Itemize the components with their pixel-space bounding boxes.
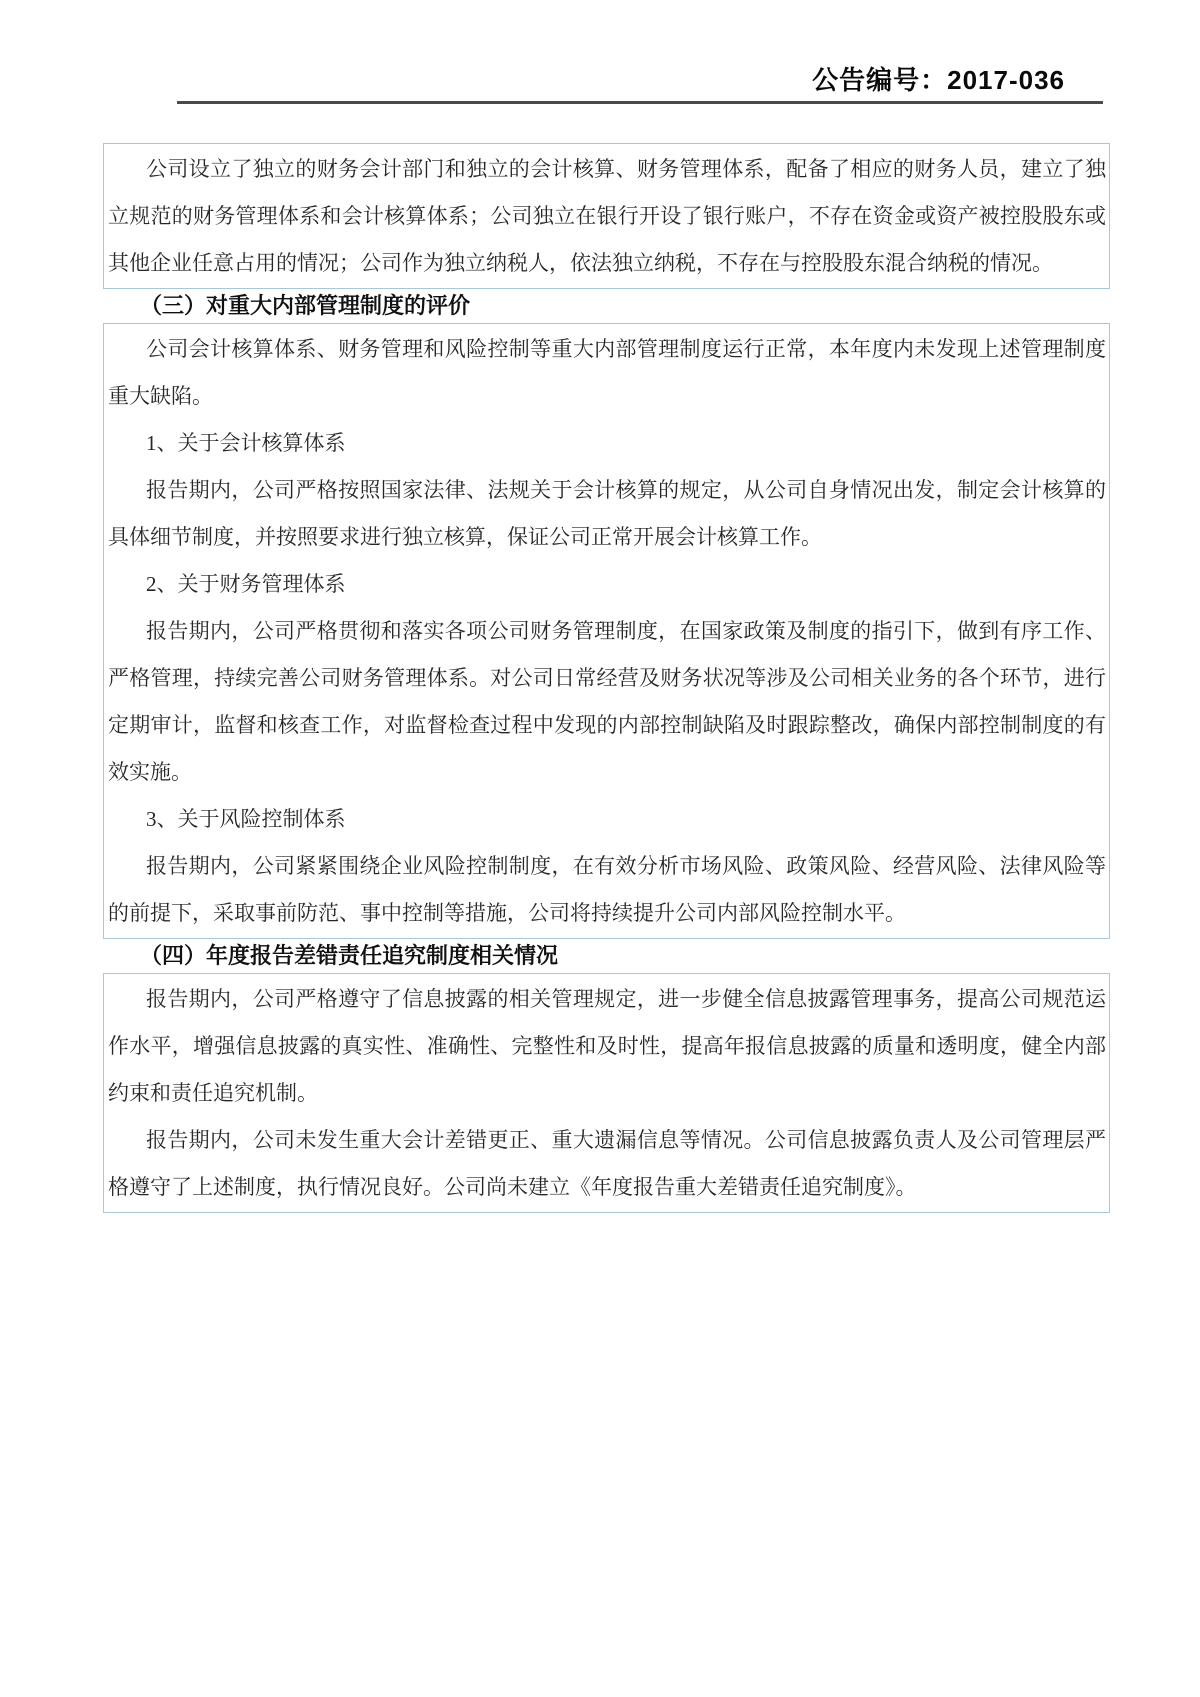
- subheading-financial-management-system: 2、关于财务管理体系: [146, 572, 346, 596]
- subheading-risk-control-system: 3、关于风险控制体系: [146, 807, 346, 831]
- box-internal-management-evaluation: [103, 323, 1110, 939]
- box-error-accountability: [103, 973, 1110, 1213]
- announcement-number: 公告编号：2017-036: [812, 65, 1065, 95]
- paragraph: 报告期内，公司严格遵守了信息披露的相关管理规定，进一步健全信息披露管理事务，提高公司规范运作水平，增强信息披露的真实性、准确性、完整性和及时性，提高年报信息披露的质量和透明度，健全内部约束和责任追究机制。: [108, 987, 1106, 1105]
- section-heading-four: （四）年度报告差错责任追究制度相关情况: [140, 943, 559, 968]
- document-body: [103, 143, 1110, 1213]
- paragraph: 报告期内，公司未发生重大会计差错更正、重大遗漏信息等情况。公司信息披露负责人及公司管理层严格遵守了上述制度，执行情况良好。公司尚未建立《年度报告重大差错责任追究制度》。: [108, 1128, 1106, 1199]
- header-rule: [177, 101, 1103, 104]
- paragraph: 公司会计核算体系、财务管理和风险控制等重大内部管理制度运行正常，本年度内未发现上述管理制度重大缺陷。: [108, 337, 1106, 408]
- subheading-accounting-system: 1、关于会计核算体系: [146, 431, 346, 455]
- paragraph: 报告期内，公司严格贯彻和落实各项公司财务管理制度，在国家政策及制度的指引下，做到有序工作、严格管理，持续完善公司财务管理体系。对公司日常经营及财务状况等涉及公司相关业务的各个环节，进行定期审计，监督和核查工作，对监督检查过程中发现的内部控制缺陷及时跟踪整改，确保内部控制制度的有效实施。: [108, 619, 1106, 784]
- box-financial-independence: [103, 143, 1110, 289]
- paragraph: 报告期内，公司紧紧围绕企业风险控制制度，在有效分析市场风险、政策风险、经营风险、法律风险等的前提下，采取事前防范、事中控制等措施，公司将持续提升公司内部风险控制水平。: [108, 854, 1106, 925]
- paragraph: 报告期内，公司严格按照国家法律、法规关于会计核算的规定，从公司自身情况出发，制定会计核算的具体细节制度，并按照要求进行独立核算，保证公司正常开展会计核算工作。: [108, 478, 1106, 549]
- paragraph: 公司设立了独立的财务会计部门和独立的会计核算、财务管理体系，配备了相应的财务人员，建立了独立规范的财务管理体系和会计核算体系；公司独立在银行开设了银行账户，不存在资金或资产被控股股东或其他企业任意占用的情况；公司作为独立纳税人，依法独立纳税，不存在与控股股东混合纳税的情况。: [108, 157, 1106, 275]
- section-heading-three: （三）对重大内部管理制度的评价: [140, 293, 471, 318]
